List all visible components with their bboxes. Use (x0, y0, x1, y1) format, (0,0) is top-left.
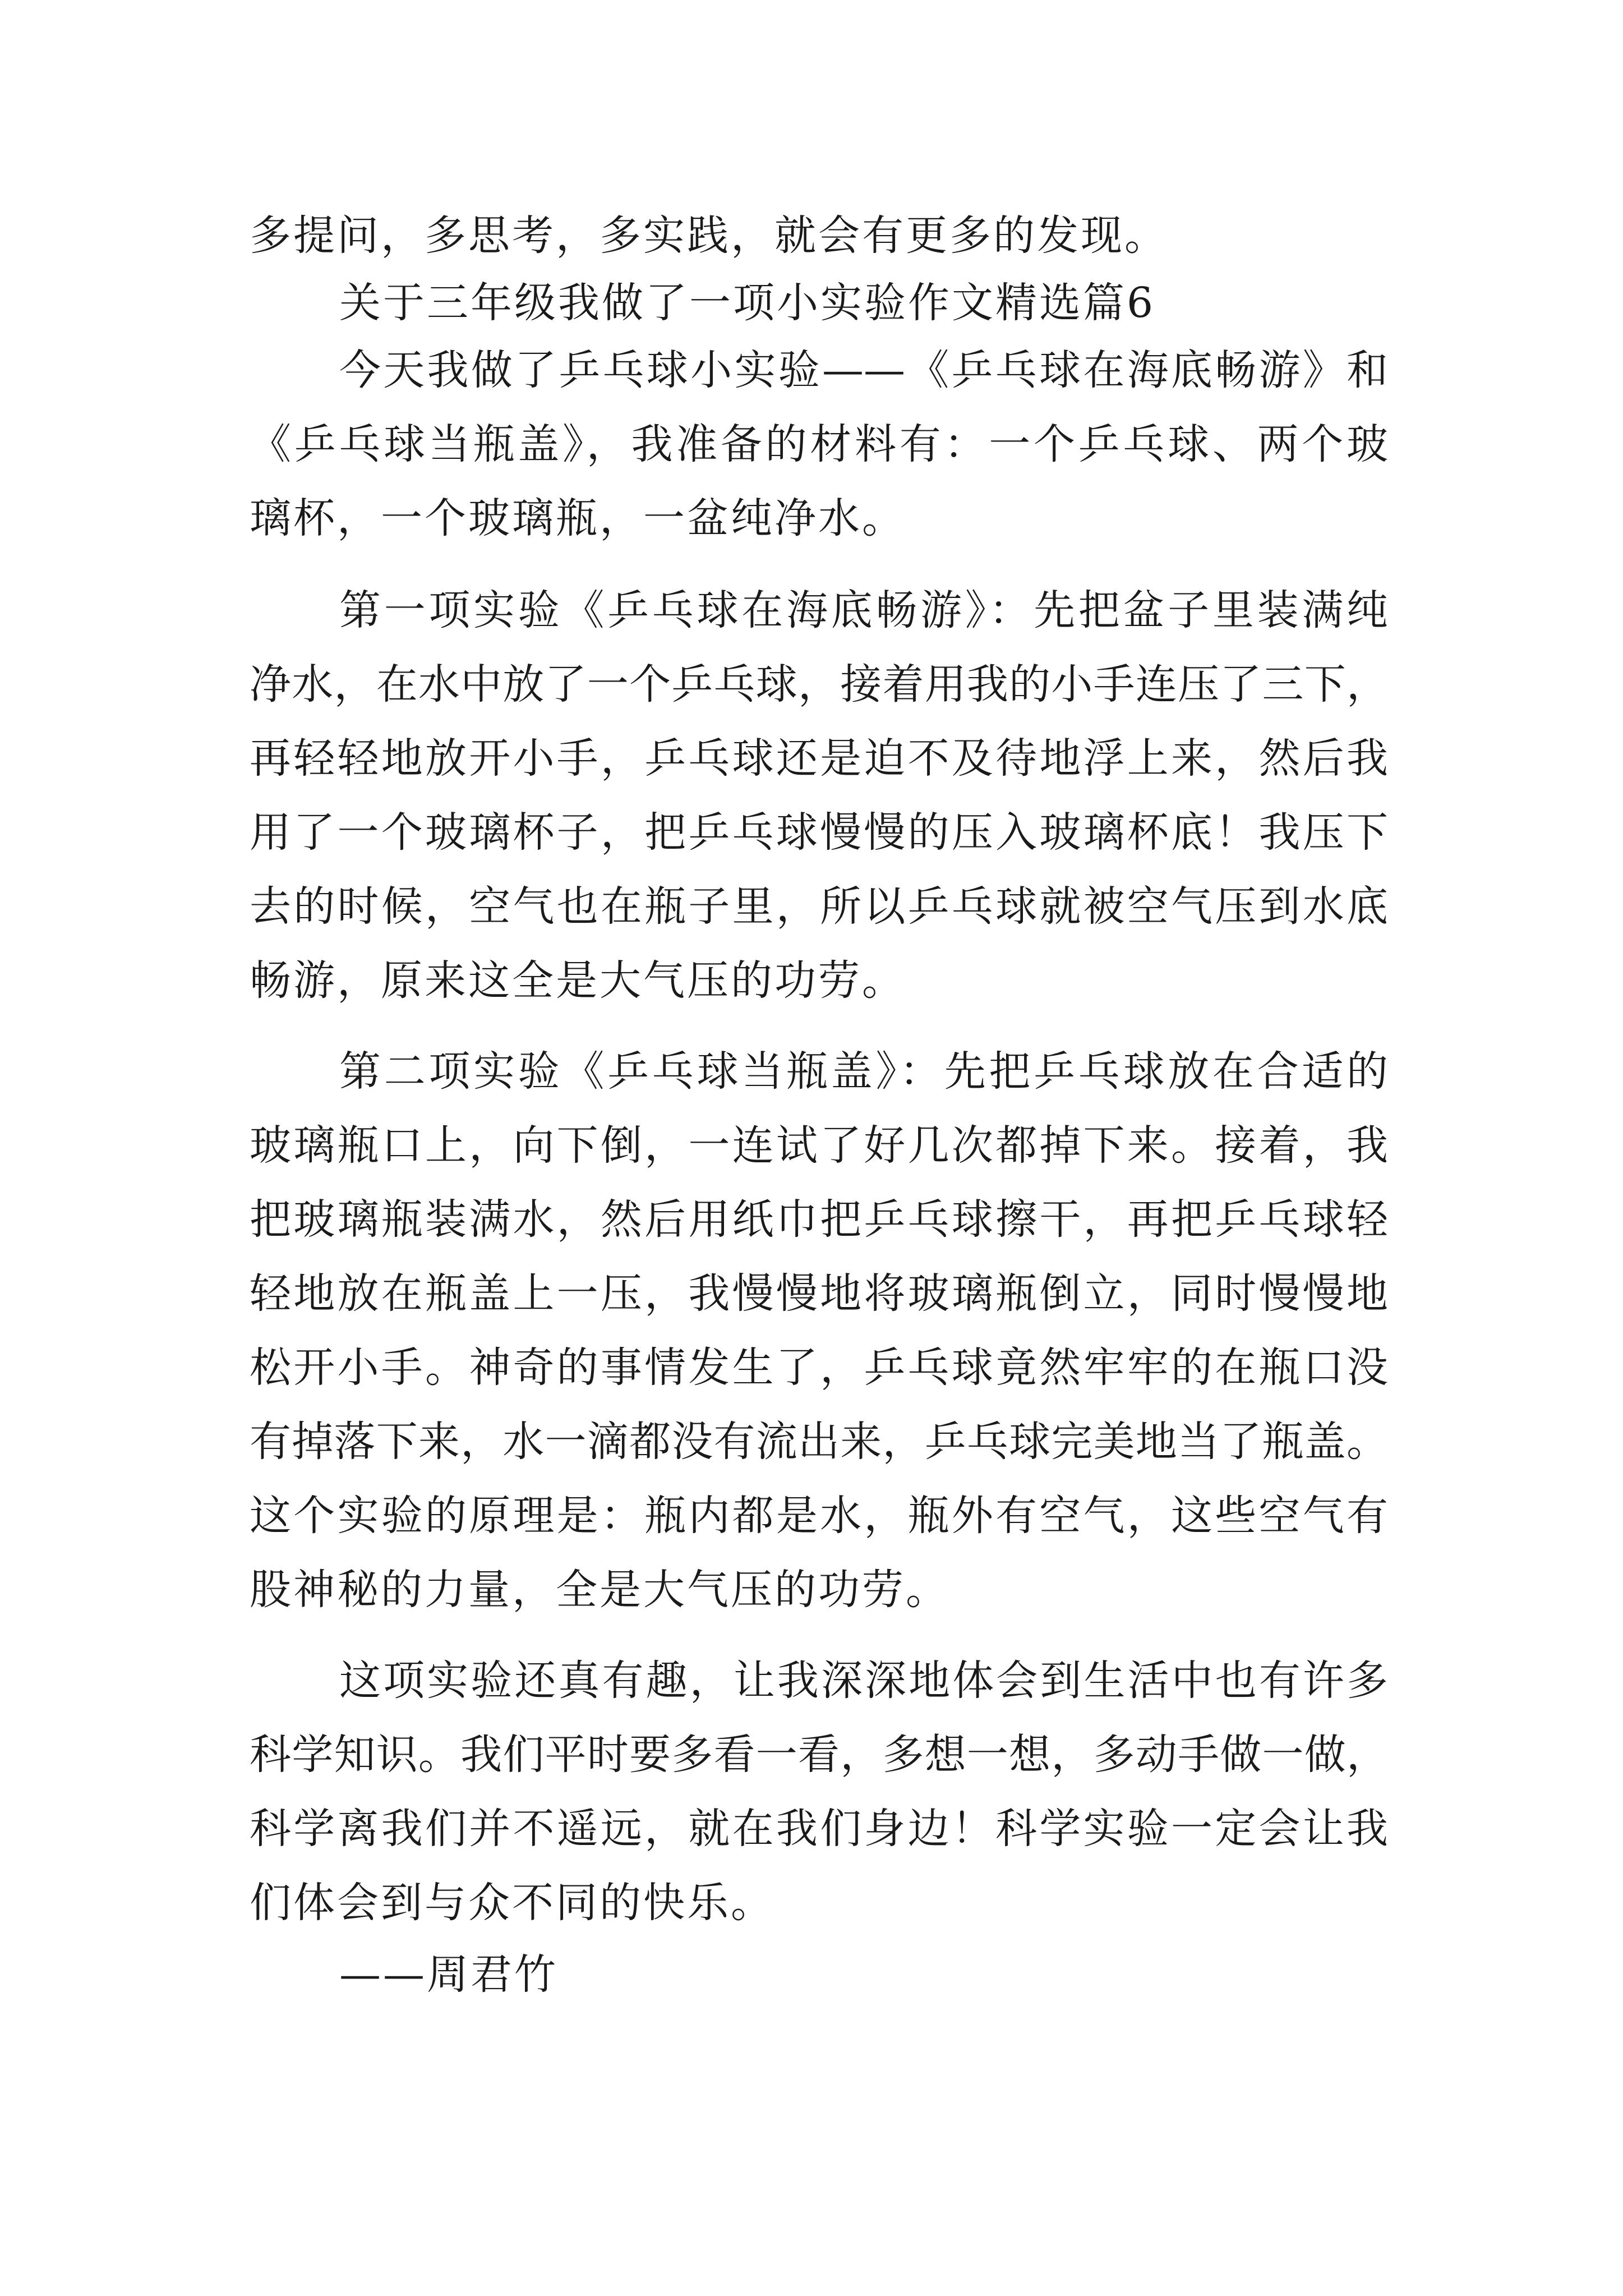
paragraph-line: 把玻璃瓶装满水，然后用纸巾把乒乓球擦干，再把乒乓球轻 (250, 1195, 1388, 1244)
paragraph-line: 多提问，多思考，多实践，就会有更多的发现。 (250, 211, 1168, 260)
paragraph-line: 用了一个玻璃杯子，把乒乓球慢慢的压入玻璃杯底！我压下 (250, 808, 1388, 857)
author-signature: ——周君竹 (339, 1950, 558, 1999)
paragraph-line: 畅游，原来这全是大气压的功劳。 (250, 956, 906, 1005)
paragraph-line: 去的时候，空气也在瓶子里，所以乒乓球就被空气压到水底 (250, 882, 1388, 931)
paragraph-line: 第一项实验《乒乓球在海底畅游》：先把盆子里装满纯 (339, 586, 1388, 634)
paragraph-line: 再轻轻地放开小手，乒乓球还是迫不及待地浮上来，然后我 (250, 734, 1388, 783)
paragraph-line: 们体会到与众不同的快乐。 (250, 1879, 774, 1927)
paragraph-line: 净水，在水中放了一个乒乓球，接着用我的小手连压了三下， (250, 660, 1388, 708)
paragraph-line: 第二项实验《乒乓球当瓶盖》：先把乒乓球放在合适的 (339, 1047, 1388, 1096)
paragraph-line: 今天我做了乒乓球小实验——《乒乓球在海底畅游》和 (339, 346, 1388, 394)
paragraph-line: 松开小手。神奇的事情发生了，乒乓球竟然牢牢的在瓶口没 (250, 1343, 1388, 1392)
paragraph-line: 璃杯，一个玻璃瓶，一盆纯净水。 (250, 494, 906, 542)
paragraph-line: 股神秘的力量，全是大气压的功劳。 (250, 1566, 949, 1614)
paragraph-line: 轻地放在瓶盖上一压，我慢慢地将玻璃瓶倒立，同时慢慢地 (250, 1269, 1388, 1318)
paragraph-line: 《乒乓球当瓶盖》，我准备的材料有：一个乒乓球、两个玻 (250, 420, 1388, 468)
paragraph-line: 科学知识。我们平时要多看一看，多想一想，多动手做一做， (250, 1731, 1388, 1779)
paragraph-line: 玻璃瓶口上，向下倒，一连试了好几次都掉下来。接着，我 (250, 1121, 1388, 1170)
paragraph-line: 这项实验还真有趣，让我深深地体会到生活中也有许多 (339, 1657, 1388, 1705)
paragraph-line: 有掉落下来，水一滴都没有流出来，乒乓球完美地当了瓶盖。 (250, 1418, 1388, 1466)
section-heading: 关于三年级我做了一项小实验作文精选篇6 (339, 279, 1156, 327)
paragraph-line: 这个实验的原理是：瓶内都是水，瓶外有空气，这些空气有 (250, 1492, 1388, 1540)
paragraph-line: 科学离我们并不遥远，就在我们身边！科学实验一定会让我 (250, 1805, 1388, 1853)
